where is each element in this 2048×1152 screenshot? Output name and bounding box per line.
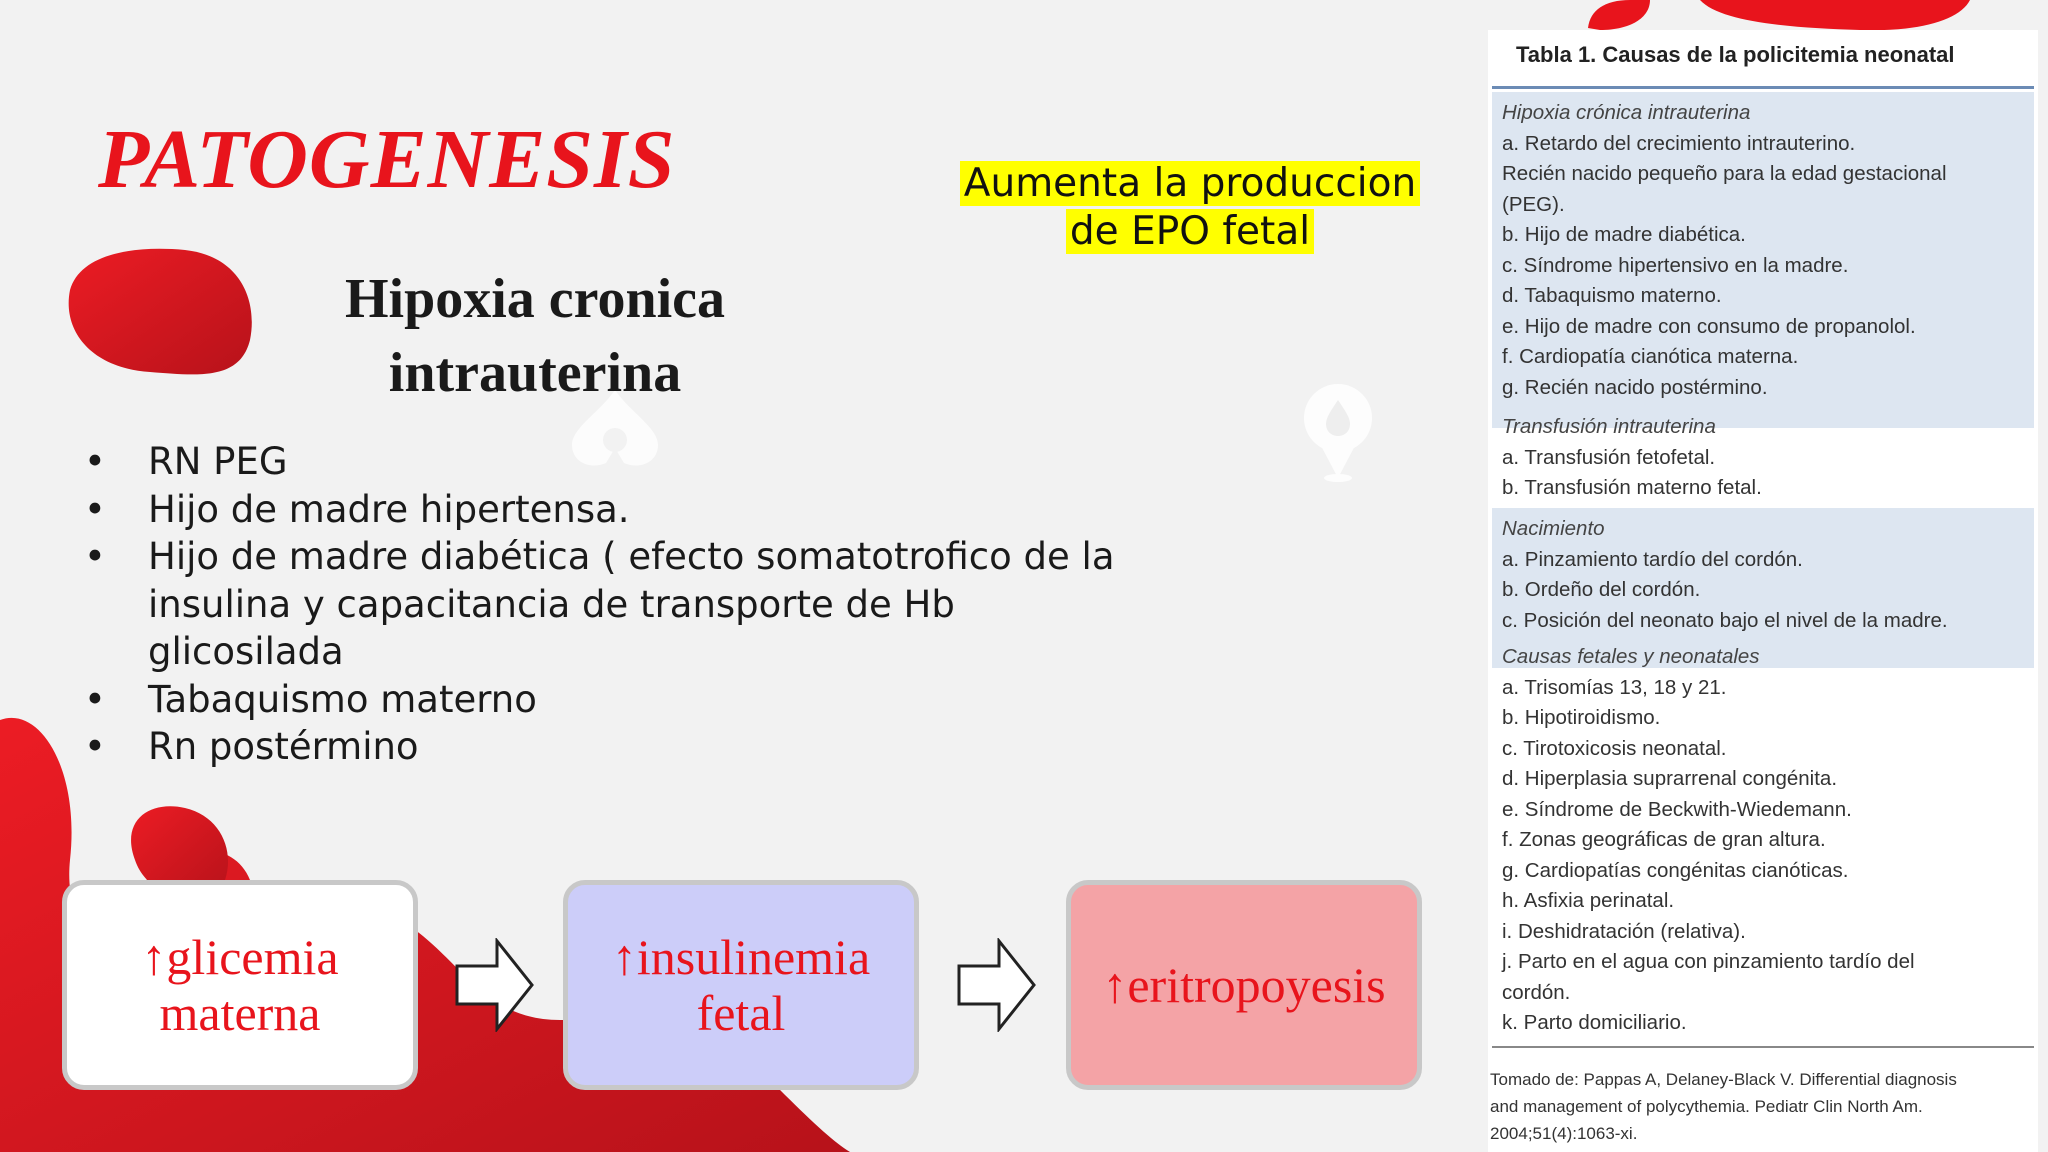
table-row: Recién nacido pequeño para la edad gestacional bbox=[1502, 162, 1947, 185]
table-row: f. Zonas geográficas de gran altura. bbox=[1502, 828, 1826, 851]
table-header-rule bbox=[1492, 86, 2034, 89]
flow-box-insulinemia bbox=[563, 880, 919, 1090]
epo-highlight-note bbox=[940, 160, 1440, 256]
table-row: a. Transfusión fetofetal. bbox=[1502, 445, 1716, 469]
table-row: b. Transfusión materno fetal. bbox=[1502, 476, 1762, 499]
red-blob-top-right bbox=[1700, 0, 1970, 30]
table-row: d. Hiperplasia suprarrenal congénita. bbox=[1502, 767, 1838, 790]
table-row: i. Deshidratación (relativa). bbox=[1502, 919, 1746, 943]
table-row: f. Cardiopatía cianótica materna. bbox=[1502, 345, 1799, 368]
flow-box-line: ↑insulinemia bbox=[611, 929, 871, 985]
table-row: h. Asfixia perinatal. bbox=[1502, 889, 1675, 912]
location-drop-icon bbox=[1304, 384, 1372, 482]
table-group-header: Hipoxia crónica intrauterina bbox=[1502, 101, 1751, 124]
highlight-line-1: Aumenta la produccion bbox=[960, 161, 1420, 206]
table-row: e. Síndrome de Beckwith-Wiedemann. bbox=[1502, 797, 1852, 821]
arrow-right-icon bbox=[957, 938, 1037, 1032]
table-footer-rule bbox=[1492, 1046, 2034, 1048]
flow-box-line: fetal bbox=[696, 985, 786, 1041]
table-group-header: Nacimiento bbox=[1502, 517, 1605, 540]
table-row: a. Retardo del crecimiento intrauterino. bbox=[1502, 131, 1856, 155]
table-group-header: Causas fetales y neonatales bbox=[1502, 645, 1760, 668]
table-row: a. Pinzamiento tardío del cordón. bbox=[1502, 547, 1803, 571]
subtitle-line-2: intrauterina bbox=[388, 342, 682, 404]
cause-bullet-list bbox=[80, 438, 1180, 771]
citation-line: Tomado de: Pappas A, Delaney-Black V. Differential diagnosis bbox=[1490, 1070, 1957, 1089]
highlight-line-2: de EPO fetal bbox=[1066, 209, 1314, 254]
table-row: (PEG). bbox=[1502, 192, 1565, 216]
bullet-item: • Rn postérmino bbox=[80, 723, 1180, 771]
table-row: cordón. bbox=[1502, 980, 1571, 1004]
table-group-header: Transfusión intrauterina bbox=[1502, 415, 1716, 438]
flow-box-line: ↑glicemia bbox=[141, 929, 339, 985]
flow-box-eritropoyesis bbox=[1066, 880, 1422, 1090]
flow-box-line: ↑eritropoyesis bbox=[1102, 957, 1386, 1013]
slide-subtitle bbox=[300, 262, 770, 410]
bullet-item: • Hijo de madre hipertensa. bbox=[80, 486, 1180, 534]
red-blob-top-right-small bbox=[1588, 0, 1650, 30]
bullet-item: • Tabaquismo materno bbox=[80, 676, 1180, 724]
table-row: b. Hipotiroidismo. bbox=[1502, 706, 1661, 729]
flow-box-line: materna bbox=[159, 985, 321, 1041]
subtitle-line-1: Hipoxia cronica bbox=[344, 268, 726, 330]
table-row: b. Hijo de madre diabética. bbox=[1502, 223, 1746, 246]
table-row: j. Parto en el agua con pinzamiento tardío del bbox=[1502, 950, 1915, 973]
table-source-citation bbox=[1490, 1066, 2036, 1147]
table-row: e. Hijo de madre con consumo de propanolol. bbox=[1502, 314, 1916, 338]
flow-box-glicemia bbox=[62, 880, 418, 1090]
table-row: b. Ordeño del cordón. bbox=[1502, 578, 1701, 601]
table-row: c. Síndrome hipertensivo en la madre. bbox=[1502, 253, 1849, 277]
slide-title: PATOGENESIS bbox=[98, 113, 676, 206]
table-row: g. Recién nacido postérmino. bbox=[1502, 375, 1768, 399]
arrow-right-icon bbox=[455, 938, 535, 1032]
table-row: c. Tirotoxicosis neonatal. bbox=[1502, 736, 1727, 760]
citation-line: 2004;51(4):1063-xi. bbox=[1490, 1124, 1638, 1143]
table-row: d. Tabaquismo materno. bbox=[1502, 284, 1722, 307]
table-group-fetales bbox=[1492, 636, 2034, 1046]
bullet-item: • Hijo de madre diabética ( efecto somatotrofico de la insulina y capacitancia de transporte de Hb glicosilada bbox=[80, 533, 1148, 676]
table-row: a. Trisomías 13, 18 y 21. bbox=[1502, 675, 1727, 699]
citation-line: and management of polycythemia. Pediatr Clin North Am. bbox=[1490, 1097, 1923, 1116]
bullet-item: • RN PEG bbox=[80, 438, 1180, 486]
table-row: g. Cardiopatías congénitas cianóticas. bbox=[1502, 858, 1849, 882]
red-oval-blob bbox=[69, 249, 252, 375]
table-row: c. Posición del neonato bajo el nivel de la madre. bbox=[1502, 608, 1948, 632]
table-group-hipoxia bbox=[1492, 92, 2034, 428]
causes-table bbox=[1488, 30, 2038, 1152]
table-title: Tabla 1. Causas de la policitemia neonatal bbox=[1516, 42, 1955, 67]
table-row: k. Parto domiciliario. bbox=[1502, 1011, 1687, 1034]
